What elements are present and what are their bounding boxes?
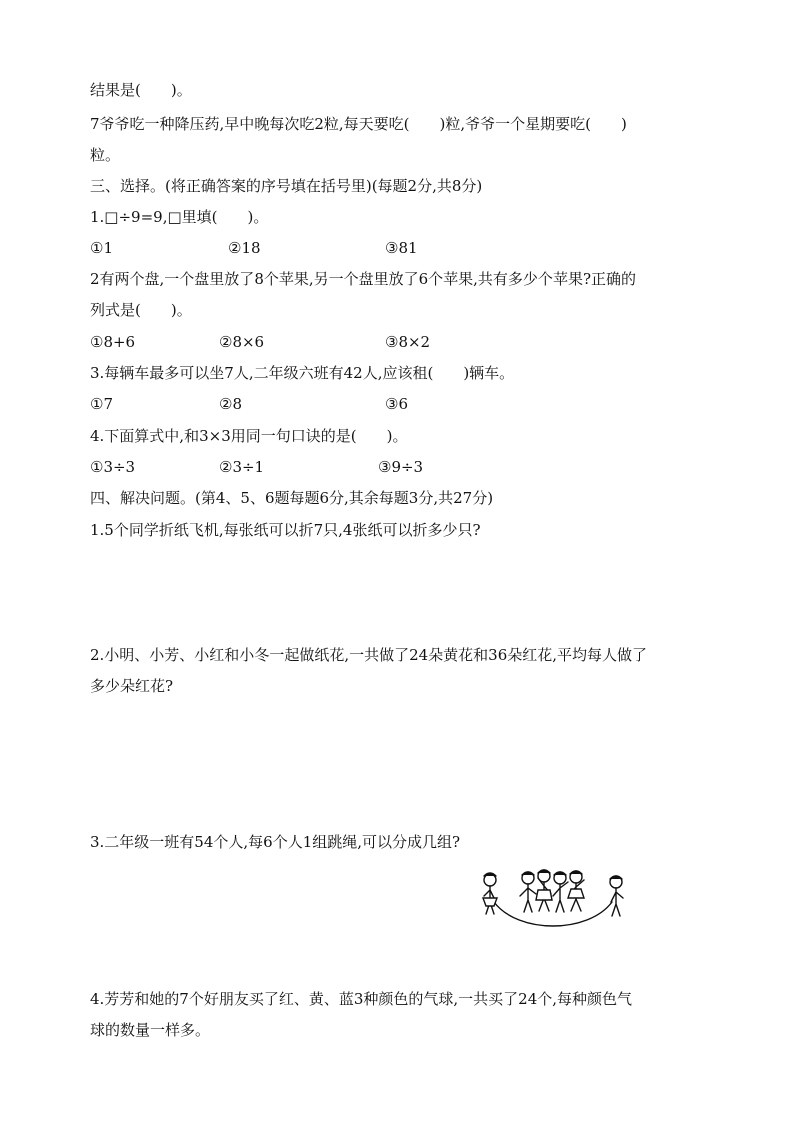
q3-option-a: ①7 (90, 395, 113, 413)
problem-4-line2: 球的数量一样多。 (90, 1021, 211, 1039)
choice-question-3: 3.每辆车最多可以坐7人,二年级六班有42人,应该租( )辆车。 (90, 364, 515, 382)
grandpa-question-line1: 7爷爷吃一种降压药,早中晚每次吃2粒,每天要吃( )粒,爷爷一个星期要吃( ) (90, 115, 627, 133)
choice-question-1: 1.□÷9=9,□里填( )。 (90, 208, 269, 226)
children-jumping-rope-illustration (478, 868, 630, 930)
problem-2-line1: 2.小明、小芳、小红和小冬一起做纸花,一共做了24朵黄花和36朵红花,平均每人做了 (90, 646, 648, 664)
problem-2-line2: 多少朵红花? (90, 677, 174, 695)
q4-option-b: ②3÷1 (219, 458, 265, 476)
choice-question-2-line2: 列式是( )。 (90, 301, 192, 319)
section-3-title: 三、选择。(将正确答案的序号填在括号里)(每题2分,共8分) (90, 177, 483, 195)
choice-question-2-line1: 2有两个盘,一个盘里放了8个苹果,另一个盘里放了6个苹果,共有多少个苹果?正确的 (90, 270, 636, 288)
q1-option-c: ③81 (385, 239, 418, 257)
result-line: 结果是( )。 (90, 81, 192, 99)
grandpa-question-line2: 粒。 (90, 146, 121, 164)
q3-option-b: ②8 (219, 395, 242, 413)
q2-option-b: ②8×6 (219, 333, 265, 351)
choice-question-4: 4.下面算式中,和3×3用同一句口诀的是( )。 (90, 427, 408, 445)
q4-option-c: ③9÷3 (378, 458, 424, 476)
q1-option-a: ①1 (90, 239, 113, 257)
problem-1: 1.5个同学折纸飞机,每张纸可以折7只,4张纸可以折多少只? (90, 521, 481, 539)
section-4-title: 四、解决问题。(第4、5、6题每题6分,其余每题3分,共27分) (90, 489, 494, 507)
problem-4-line1: 4.芳芳和她的7个好朋友买了红、黄、蓝3种颜色的气球,一共买了24个,每种颜色气 (90, 990, 633, 1008)
q4-option-a: ①3÷3 (90, 458, 136, 476)
problem-3: 3.二年级一班有54个人,每6个人1组跳绳,可以分成几组? (90, 833, 461, 851)
q3-option-c: ③6 (385, 395, 408, 413)
q2-option-a: ①8+6 (90, 333, 136, 351)
q1-option-b: ②18 (228, 239, 261, 257)
q2-option-c: ③8×2 (385, 333, 431, 351)
